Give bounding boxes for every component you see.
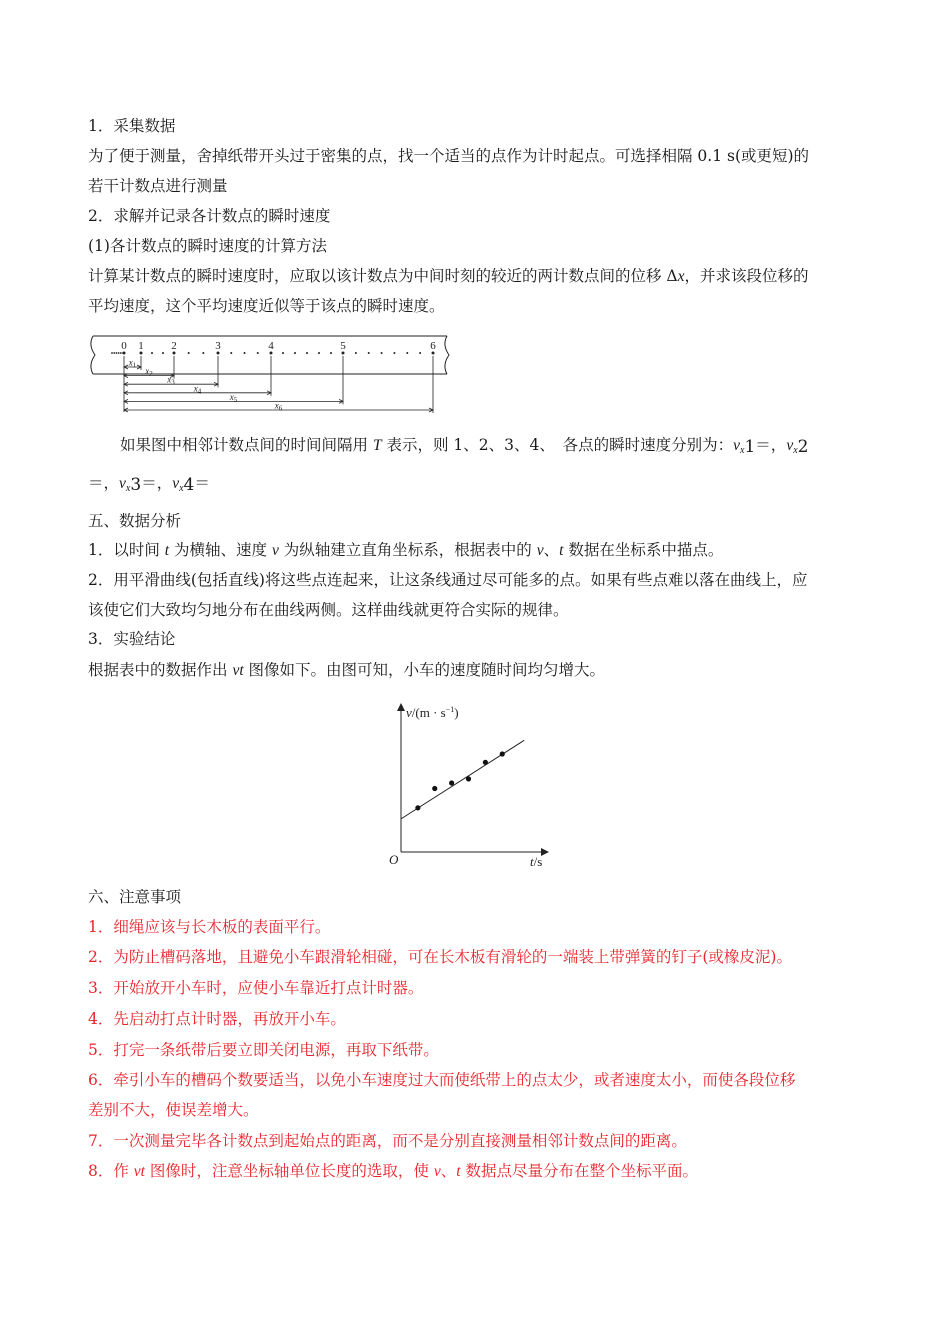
tape-measure-label-x6: $x_6$ (274, 400, 283, 413)
tape-point-label-2: 2 (171, 340, 177, 352)
analysis-step-1: 1．以时间 t 为横轴、速度 v 为纵轴建立直角坐标系，根据表中的 v、t 数据在坐标系中描点。 (88, 541, 724, 559)
data-point-6 (500, 751, 505, 756)
data-point-5 (483, 760, 488, 765)
tape-measure-label-x3: $x_3$ (167, 374, 175, 387)
note-1: 1．细绳应该与长木板的表面平行。 (88, 918, 331, 936)
section-title-velocity: 2．求解并记录各计数点的瞬时速度 (88, 207, 331, 225)
tape-dot (118, 352, 120, 354)
tape-dot (282, 352, 284, 354)
tape-dot (393, 352, 395, 354)
tape-point-label-4: 4 (268, 340, 274, 352)
paragraph-method-2: 平均速度，这个平均速度近似等于该点的瞬时速度。 (88, 297, 445, 315)
tape-point-label-3: 3 (215, 340, 221, 352)
note-6a: 6．牵引小车的槽码个数要适当，以免小车速度过大而使纸带上的点太少，或者速度太小，而使各段位移 (88, 1071, 796, 1089)
tape-dot (116, 352, 118, 354)
note-6b: 差别不大，使误差增大。 (88, 1101, 259, 1119)
subsection-title-method: (1)各计数点的瞬时速度的计算方法 (88, 237, 327, 255)
data-point-1 (415, 805, 420, 810)
tape-dot (111, 352, 113, 354)
tape-dot (368, 352, 370, 354)
data-point-3 (449, 780, 454, 785)
y-axis-label: $v/(m \cdot s^{-1})$ (406, 705, 459, 720)
tape-dot (188, 352, 190, 354)
note-7: 7．一次测量完毕各计数点到起始点的距离，而不是分别直接测量相邻计数点间的距离。 (88, 1132, 687, 1150)
analysis-step-2b: 该使它们大致均匀地分布在曲线两侧。这样曲线就更符合实际的规律。 (88, 601, 569, 619)
tape-dot (230, 352, 232, 354)
formula-line-2: ＝，$v_x3=$，$v_x4=$ (88, 474, 210, 495)
data-point-4 (466, 776, 471, 781)
analysis-conclusion: 根据表中的数据作出 vt 图像如下。由图可知，小车的速度随时间均匀增大。 (88, 661, 606, 679)
section-title-collect-data: 1．采集数据 (88, 117, 176, 135)
origin-label: O (389, 852, 399, 867)
data-point-2 (432, 786, 437, 791)
tape-dot (151, 352, 153, 354)
section-title-data-analysis: 五、数据分析 (88, 512, 182, 530)
paragraph-collect-1: 为了便于测量，舍掉纸带开头过于密集的点，找一个适当的点作为计时起点。可选择相隔 0.1 s(或更短)的 (88, 147, 810, 165)
tape-dot (294, 352, 296, 354)
note-4: 4．先启动打点计时器，再放开小车。 (88, 1010, 346, 1028)
tape-measure-label-x2: $x_2$ (145, 366, 153, 379)
note-8: 8．作 vt 图像时，注意坐标轴单位长度的选取，使 v、t 数据点尽量分布在整个坐标平面。 (88, 1162, 698, 1180)
tape-dot (419, 352, 421, 354)
tape-point-label-5: 5 (340, 340, 346, 352)
paragraph-method-1: 计算某计数点的瞬时速度时，应取以该计数点为中间时刻的较近的两计数点间的位移 Δx，并求该段位移的 (88, 267, 809, 285)
tape-dot (162, 352, 164, 354)
vt-chart (380, 700, 570, 872)
paragraph-collect-2: 若干计数点进行测量 (88, 177, 228, 195)
note-5: 5．打完一条纸带后要立即关闭电源，再取下纸带。 (88, 1041, 439, 1059)
formula-line-1: 如果图中相邻计数点间的时间间隔用 T 表示，则 1、2、3、4、 各点的瞬时速度分别为：$v_x1=$，$v_x2$ (120, 436, 809, 457)
analysis-step-2a: 2．用平滑曲线(包括直线)将这些点连起来，让这条线通过尽可能多的点。如果有些点难以落在曲线上，应 (88, 571, 808, 589)
tape-point-label-1: 1 (138, 340, 144, 352)
tape-dot (202, 352, 204, 354)
tape-dot (113, 352, 115, 354)
analysis-step-3: 3．实验结论 (88, 630, 176, 648)
tape-dot (330, 352, 332, 354)
tape-dot (257, 352, 259, 354)
tape-point-label-0: 0 (121, 340, 127, 352)
tape-dot (318, 352, 320, 354)
tape-dot (381, 352, 383, 354)
tape-point-label-6: 6 (430, 340, 436, 352)
tape-measure-label-x4: $x_4$ (193, 383, 202, 396)
tape-dot (120, 352, 122, 354)
tape-measure-label-x5: $x_5$ (229, 391, 238, 404)
ticker-tape-diagram (85, 330, 455, 420)
note-3: 3．开始放开小车时，应使小车靠近打点计时器。 (88, 979, 424, 997)
tape-dot (406, 352, 408, 354)
tape-dot (244, 352, 246, 354)
note-2: 2．为防止槽码落地，且避免小车跟滑轮相碰，可在长木板有滑轮的一端装上带弹簧的钉子(或橡皮泥)。 (88, 948, 792, 966)
tape-dot (355, 352, 357, 354)
tape-dot (306, 352, 308, 354)
x-axis-label: t/s (530, 854, 543, 869)
tape-measure-label-x1: $x_1$ (128, 357, 137, 370)
section-title-notes: 六、注意事项 (88, 888, 182, 906)
